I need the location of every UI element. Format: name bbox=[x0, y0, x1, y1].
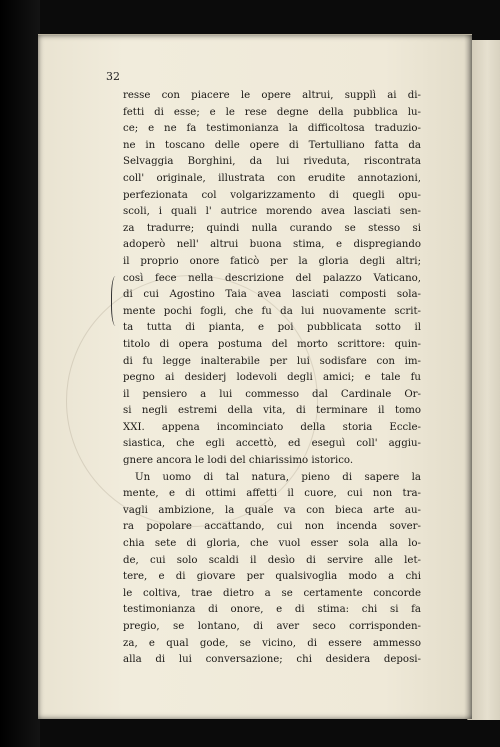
text-line: vagli ambizione, la quale va con bieca arte au- bbox=[123, 504, 421, 516]
text-line: XXI. appena incominciato della storia Eccle- bbox=[123, 421, 421, 433]
text-line: mente, e di ottimi affetti il cuore, cui non tra- bbox=[123, 488, 421, 500]
page-number: 32 bbox=[106, 70, 120, 83]
scan-backdrop bbox=[0, 0, 40, 747]
gutter-shadow bbox=[464, 35, 472, 719]
margin-bracket-mark bbox=[111, 276, 122, 326]
text-line: Selvaggia Borghini, da lui riveduta, riscontrata bbox=[123, 156, 421, 168]
text-line: di cui Agostino Taia avea lasciati composti sola- bbox=[123, 289, 421, 301]
text-line: il proprio onore faticò per la gloria degli altri; bbox=[123, 255, 421, 267]
text-line: de, cui solo scaldi il desìo di servire alle let- bbox=[123, 554, 421, 566]
text-line: il pensiero a lui commesso dal Cardinale Or- bbox=[123, 388, 421, 400]
body-text bbox=[123, 88, 421, 669]
text-line: le coltiva, trae dietro a se certamente concorde bbox=[123, 587, 421, 599]
text-line: ta tutta di pianta, e poi pubblicata sotto il bbox=[123, 322, 421, 334]
text-line: si negli estremi della vita, di terminare il tomo bbox=[123, 405, 421, 417]
text-line: pegno ai desiderj lodevoli degli amici; e tale fu bbox=[123, 372, 421, 384]
text-line: ra popolare accattando, cui non incenda sover- bbox=[123, 521, 421, 533]
text-line: resse con piacere le opere altrui, supplì ai di- bbox=[123, 90, 421, 101]
text-line: perfezionata col volgarizzamento di quegli opu- bbox=[123, 189, 421, 201]
text-line: adoperò nell' altrui buona stima, e dispregiando bbox=[123, 239, 421, 251]
text-line: mente pochi fogli, che fu da lui nuovamente scrit- bbox=[123, 305, 421, 317]
text-line: za, e qual gode, se vicino, di essere ammesso bbox=[123, 637, 421, 649]
text-line: alla di lui conversazione; chi desidera deposi- bbox=[123, 654, 421, 666]
text-line: ce; e ne fa testimonianza la difficoltosa traduzio- bbox=[123, 123, 421, 135]
text-line: za tradurre; quindi nulla curando se stesso si bbox=[123, 222, 421, 234]
text-line: fetti di esse; e le rese degne della pubblica lu- bbox=[123, 106, 421, 118]
text-line: chia sete di gloria, che vuol esser sola alla lo- bbox=[123, 538, 421, 550]
text-line: coll' originale, illustrata con erudite annotazioni, bbox=[123, 172, 421, 184]
paragraph-start-line: Un uomo di tal natura, pieno di sapere la bbox=[135, 471, 421, 483]
text-line: pregio, se lontano, di aver seco corrisponden- bbox=[123, 621, 421, 632]
text-line: scoli, i quali l' autrice morendo avea lasciati sen- bbox=[123, 206, 421, 218]
text-line: siastica, che egli accettò, ed eseguì coll' aggiu- bbox=[123, 438, 421, 450]
text-line: ne in toscano delle opere di Tertulliano fatta da bbox=[123, 139, 421, 151]
text-line: titolo di opera postuma del morto scrittore: quin- bbox=[123, 338, 421, 350]
text-line: così fece nella descrizione del palazzo Vaticano, bbox=[123, 272, 421, 284]
text-line: di fu legge inalterabile per lui sodisfare con im- bbox=[123, 355, 421, 367]
text-line: testimonianza di onore, e di stima: chi si fa bbox=[123, 604, 421, 616]
text-line: gnere ancora le lodi del chiarissimo istorico. bbox=[123, 455, 354, 467]
text-line: tere, e di giovare per qualsivoglia modo a chi bbox=[123, 571, 421, 583]
